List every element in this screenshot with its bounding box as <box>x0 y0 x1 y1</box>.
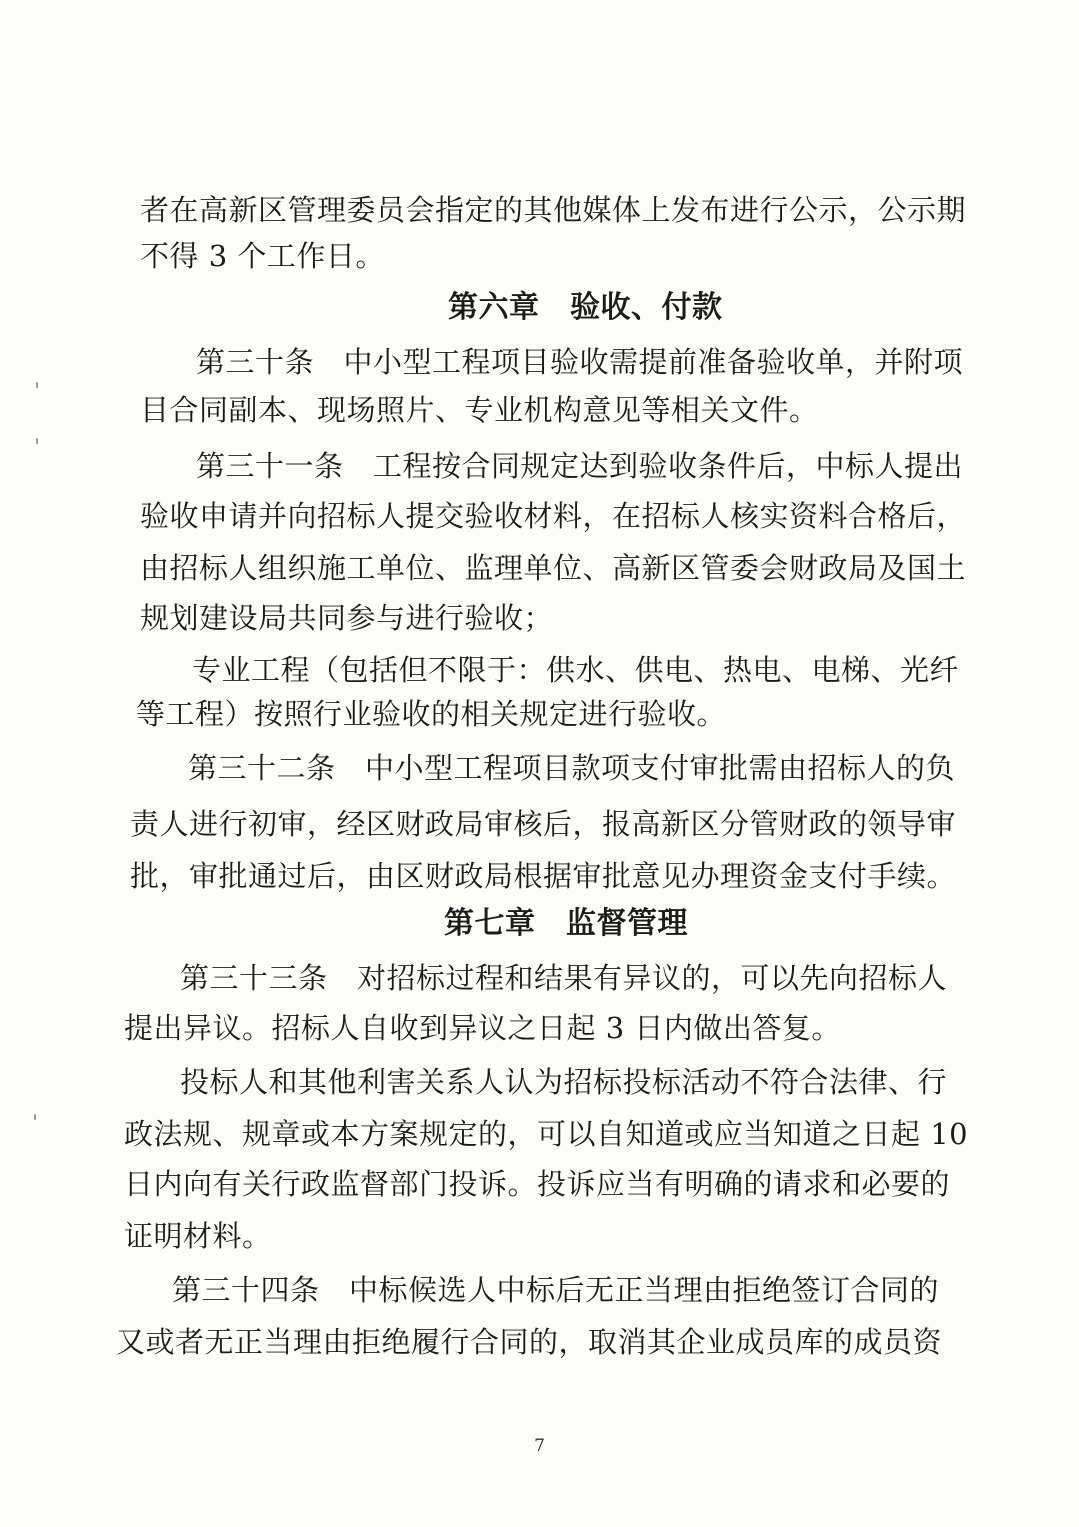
complaint-line-1: 投标人和其他利害关系人认为招标投标活动不符合法律、行 <box>180 1065 948 1099</box>
body-line <box>0 386 1079 434</box>
article-30-line-1: 第三十条 中小型工程项目验收需提前准备验收单，并附项 <box>196 345 964 379</box>
paragraph-line <box>0 646 1079 694</box>
scan-speck <box>34 1114 36 1120</box>
article-31-line-4: 规划建设局共同参与进行验收； <box>140 601 554 635</box>
article-30-line-2: 目合同副本、现场照片、专业机构意见等相关文件。 <box>140 393 819 427</box>
body-line <box>0 1318 1079 1366</box>
body-line <box>0 186 1079 234</box>
chapter-heading <box>0 900 1079 948</box>
special-works-line-1: 专业工程（包括但不限于：供水、供电、热电、电梯、光纤 <box>192 653 960 687</box>
article-31-line-1: 第三十一条 工程按合同规定达到验收条件后，中标人提出 <box>196 449 964 483</box>
article-line <box>0 744 1079 792</box>
body-line <box>0 232 1079 280</box>
scan-speck <box>36 382 38 388</box>
page-number: 7 <box>534 1436 545 1456</box>
article-31-line-3: 由招标人组织施工单位、监理单位、高新区管委会财政局及国土 <box>140 551 967 585</box>
article-32-line-1: 第三十二条 中小型工程项目款项支付审批需由招标人的负 <box>188 751 956 785</box>
scan-speck <box>36 438 38 444</box>
article-34-line-1: 第三十四条 中标候选人中标后无正当理由拒绝签订合同的 <box>172 1273 940 1307</box>
article-line <box>0 954 1079 1002</box>
chapter-7-title: 第七章 监督管理 <box>444 906 688 941</box>
text-line-2: 不得 3 个工作日。 <box>140 239 385 273</box>
article-33-line-1: 第三十三条 对招标过程和结果有异议的，可以先向招标人 <box>180 961 948 995</box>
chapter-heading <box>0 284 1079 332</box>
body-line <box>0 690 1079 738</box>
article-line <box>0 1266 1079 1314</box>
special-works-line-2: 等工程）按照行业验收的相关规定进行验收。 <box>136 697 727 731</box>
text-line-1: 者在高新区管理委员会指定的其他媒体上发布进行公示，公示期 <box>140 193 967 227</box>
body-line <box>0 492 1079 540</box>
complaint-line-3: 日内向有关行政监督部门投诉。投诉应当有明确的请求和必要的 <box>124 1167 951 1201</box>
chapter-6-title: 第六章 验收、付款 <box>448 290 723 325</box>
complaint-line-4: 证明材料。 <box>124 1219 272 1253</box>
body-line <box>0 800 1079 848</box>
article-32-line-3: 批，审批通过后，由区财政局根据审批意见办理资金支付手续。 <box>130 859 957 893</box>
article-line <box>0 442 1079 490</box>
body-line <box>0 544 1079 592</box>
article-32-line-2: 责人进行初审，经区财政局审核后，报高新区分管财政的领导审 <box>130 807 957 841</box>
article-line <box>0 338 1079 386</box>
body-line <box>0 1004 1079 1052</box>
body-line <box>0 1110 1079 1158</box>
article-31-line-2: 验收申请并向招标人提交验收材料，在招标人核实资料合格后， <box>140 499 967 533</box>
body-line <box>0 1160 1079 1208</box>
body-line <box>0 1212 1079 1260</box>
body-line <box>0 594 1079 642</box>
paragraph-line <box>0 1058 1079 1106</box>
complaint-line-2: 政法规、规章或本方案规定的，可以自知道或应当知道之日起 10 <box>124 1117 969 1151</box>
article-34-line-2: 又或者无正当理由拒绝履行合同的，取消其企业成员库的成员资 <box>116 1325 943 1359</box>
article-33-line-2: 提出异议。招标人自收到异议之日起 3 日内做出答复。 <box>124 1011 841 1045</box>
body-line <box>0 852 1079 900</box>
